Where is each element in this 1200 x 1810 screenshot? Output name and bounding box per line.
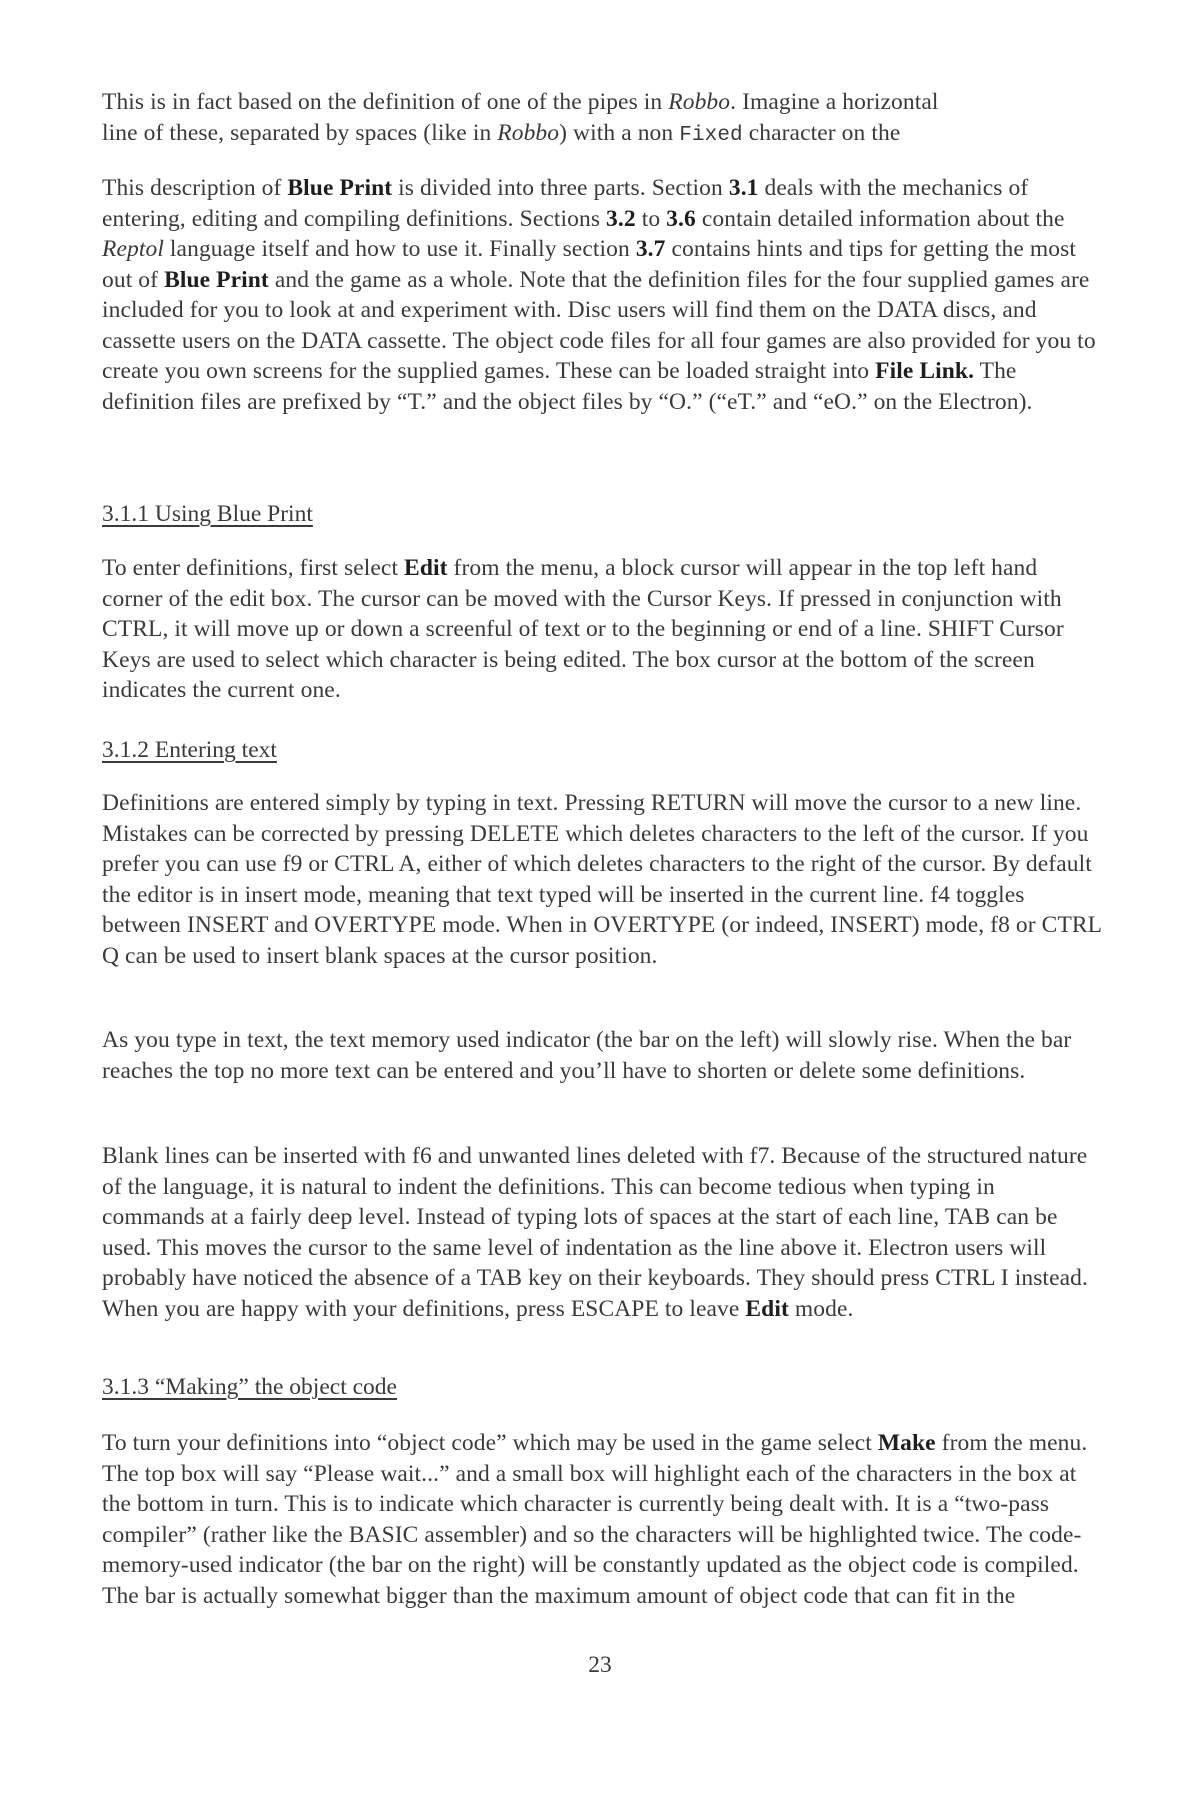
section-3-1-1-paragraph: To enter definitions, first select Edit from the menu, a block cursor will appear in the top left hand corner of the edit box. The cursor can be moved with the Cursor Keys. If pressed in conjunction with CTRL, it will move up or down a screenful of text or to the beginning or end of a line. SHIFT Cursor Keys are used to select which character is being edited. The box cursor at the bottom of the screen indicates the current one. bbox=[102, 555, 1064, 703]
top-fragment bbox=[102, 87, 1102, 151]
make-bold: Make bbox=[877, 1430, 936, 1456]
section-heading-3-1-2: 3.1.2 Entering text bbox=[102, 737, 277, 763]
top-fragment-line-2: line of these, separated by spaces (like in Robbo) with a non Fixed character on the bbox=[102, 119, 901, 147]
blue-print-bold: Blue Print bbox=[164, 266, 269, 293]
reptol-title: Reptol bbox=[102, 236, 164, 262]
section-3-1-2-paragraph-2: As you type in text, the text memory used indicator (the bar on the left) will slowly rise. When the bar reaches the top no more text can be entered and you’ll have to shorten or delete some definitions. bbox=[102, 1027, 1072, 1084]
section-3-1-2-paragraph-3: Blank lines can be inserted with f6 and unwanted lines deleted with f7. Because of the structured nature of the language, it is natural to indent the definitions. This can become tedious when typing in commands at a fairly deep level. Instead of typing lots of spaces at the start of each line, TAB can be used. This moves the cursor to the same level of indentation as the line above it. Electron users will probably have noticed the absence of a TAB key on their keyboards. They should press CTRL I instead. When you are happy with your definitions, press ESCAPE to leave Edit mode. bbox=[102, 1143, 1088, 1322]
edit-bold: Edit bbox=[404, 555, 448, 581]
top-fragment-line-1: This is in fact based on the definition of one of the pipes in Robbo. Imagine a horizontal bbox=[102, 89, 939, 115]
file-link-bold: File Link. bbox=[875, 358, 975, 384]
fixed-keyword: Fixed bbox=[679, 123, 743, 147]
blue-print-bold: Blue Print bbox=[287, 175, 393, 201]
section-3-1-3-paragraph: To turn your definitions into “object code” which may be used in the game select Make from the menu. The top box will say “Please wait...” and a small box will highlight each of the characters in the box at the bottom in turn. This is to indicate which character is currently being dealt with. It is a “two-pass compiler” (rather like the BASIC assembler) and so the characters will be highlighted twice. The code-memory-used indicator (the bar on the right) will be constantly updated as the object code is compiled. The bar is actually somewhat bigger than the maximum amount of object code that can fit in the bbox=[102, 1430, 1088, 1609]
edit-bold: Edit bbox=[745, 1295, 789, 1322]
section-heading-3-1-1: 3.1.1 Using Blue Print bbox=[102, 501, 313, 527]
robbo-title: Robbo bbox=[497, 119, 560, 146]
section-3-1-2-paragraph-1: Definitions are entered simply by typing in text. Pressing RETURN will move the cursor to a new line. Mistakes can be corrected by pressing DELETE which deletes characters to the left of the cursor. If you prefer you can use f9 or CTRL A, either of which deletes characters to the right of the cursor. By default the editor is in insert mode, meaning that text typed will be inserted in the current line. f4 toggles between INSERT and OVERTYPE mode. When in OVERTYPE (or indeed, INSERT) mode, f8 or CTRL Q can be used to insert blank spaces at the cursor position. bbox=[102, 790, 1102, 969]
intro-paragraph: This description of Blue Print is divided into three parts. Section 3.1 deals with the mechanics of entering, editing and compiling definitions. Sections 3.2 to 3.6 contain detailed information about the Reptol language itself and how to use it. Finally section 3.7 contains hints and tips for getting the most out of Blue Print and the game as a whole. Note that the definition files for the four supplied games are included for you to look at and experiment with. Disc users will find them on the DATA discs, and cassette users on the DATA cassette. The object code files for all four games are also provided for you to create you own screens for the supplied games. These can be loaded straight into File Link. The definition files are prefixed by “T.” and the object files by “O.” (“eT.” and “eO.” on the Electron). bbox=[102, 175, 1096, 415]
page-number: 23 bbox=[588, 1652, 612, 1678]
robbo-title: Robbo bbox=[668, 89, 731, 115]
section-heading-3-1-3: 3.1.3 “Making” the object code bbox=[102, 1374, 397, 1400]
